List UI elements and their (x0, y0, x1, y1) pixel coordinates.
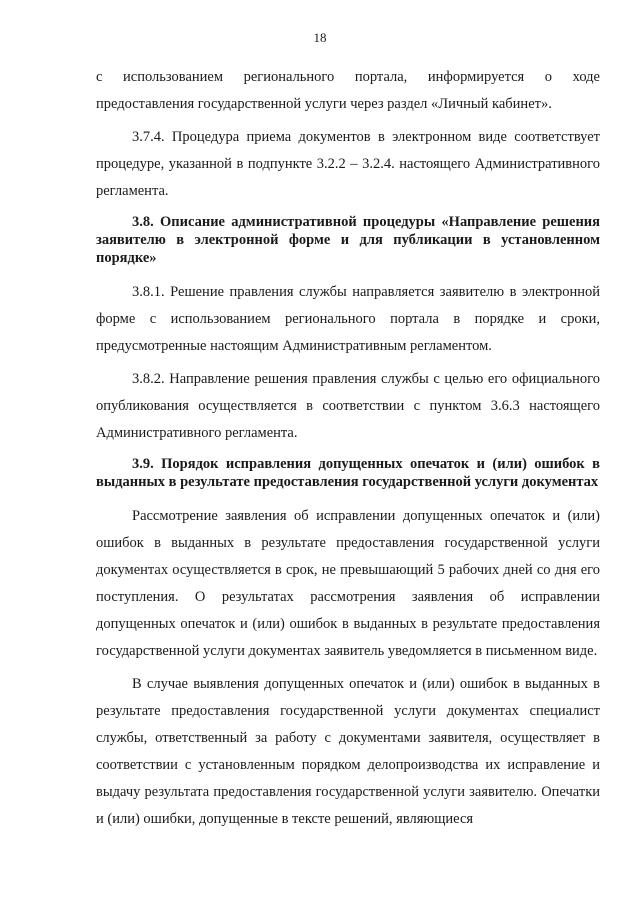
paragraph-3-8-1: 3.8.1. Решение правления службы направляется заявителю в электронной форме с использованием регионального портала в порядке и сроки, предусмотренные настоящим Административным регламентом. (96, 284, 600, 354)
page-content (96, 64, 600, 833)
section-heading-3-8: 3.8. Описание административной процедуры «Направление решения заявителю в электронной форме и для публикации в установленном порядке» (96, 214, 600, 266)
page-number: 18 (313, 30, 327, 45)
paragraph-3-7-4: 3.7.4. Процедура приема документов в электронном виде соответствует процедуре, указанной в подпункте 3.2.2 – 3.2.4. настоящего Административного регламента. (96, 129, 600, 199)
paragraph-3-9-b: В случае выявления допущенных опечаток и (или) ошибок в выданных в результате предоставления государственной услуги документах специалист службы, ответственный за работу с документами заявителя, осуществляет в соответствии с установленным порядком делопроизводства их исправление и выдачу результата предоставления государственной услуги заявителю. Опечатки и (или) ошибки, допущенные в тексте решений, являющиеся (96, 676, 600, 827)
paragraph-1-line-2: предоставления государственной услуги через раздел «Личный кабинет». (96, 96, 552, 112)
paragraph-3-9-a: Рассмотрение заявления об исправлении допущенных опечаток и (или) ошибок в выданных в результате предоставления государственной услуги документах осуществляется в срок, не превышающий 5 рабочих дней со дня его поступления. О результатах рассмотрения заявления об исправлении допущенных опечаток и (или) ошибок в выданных в результате предоставления государственной услуги документах заявитель уведомляется в письменном виде. (96, 508, 600, 659)
paragraph-3-8-2: 3.8.2. Направление решения правления службы с целью его официального опубликования осуществляется в соответствии с пунктом 3.6.3 настоящего Административного регламента. (96, 371, 600, 441)
section-heading-3-9: 3.9. Порядок исправления допущенных опечаток и (или) ошибок в выданных в результате предоставления государственной услуги документах (96, 456, 600, 490)
paragraph-1-line-1: с использованием регионального портала, информируется о ходе (96, 69, 600, 85)
